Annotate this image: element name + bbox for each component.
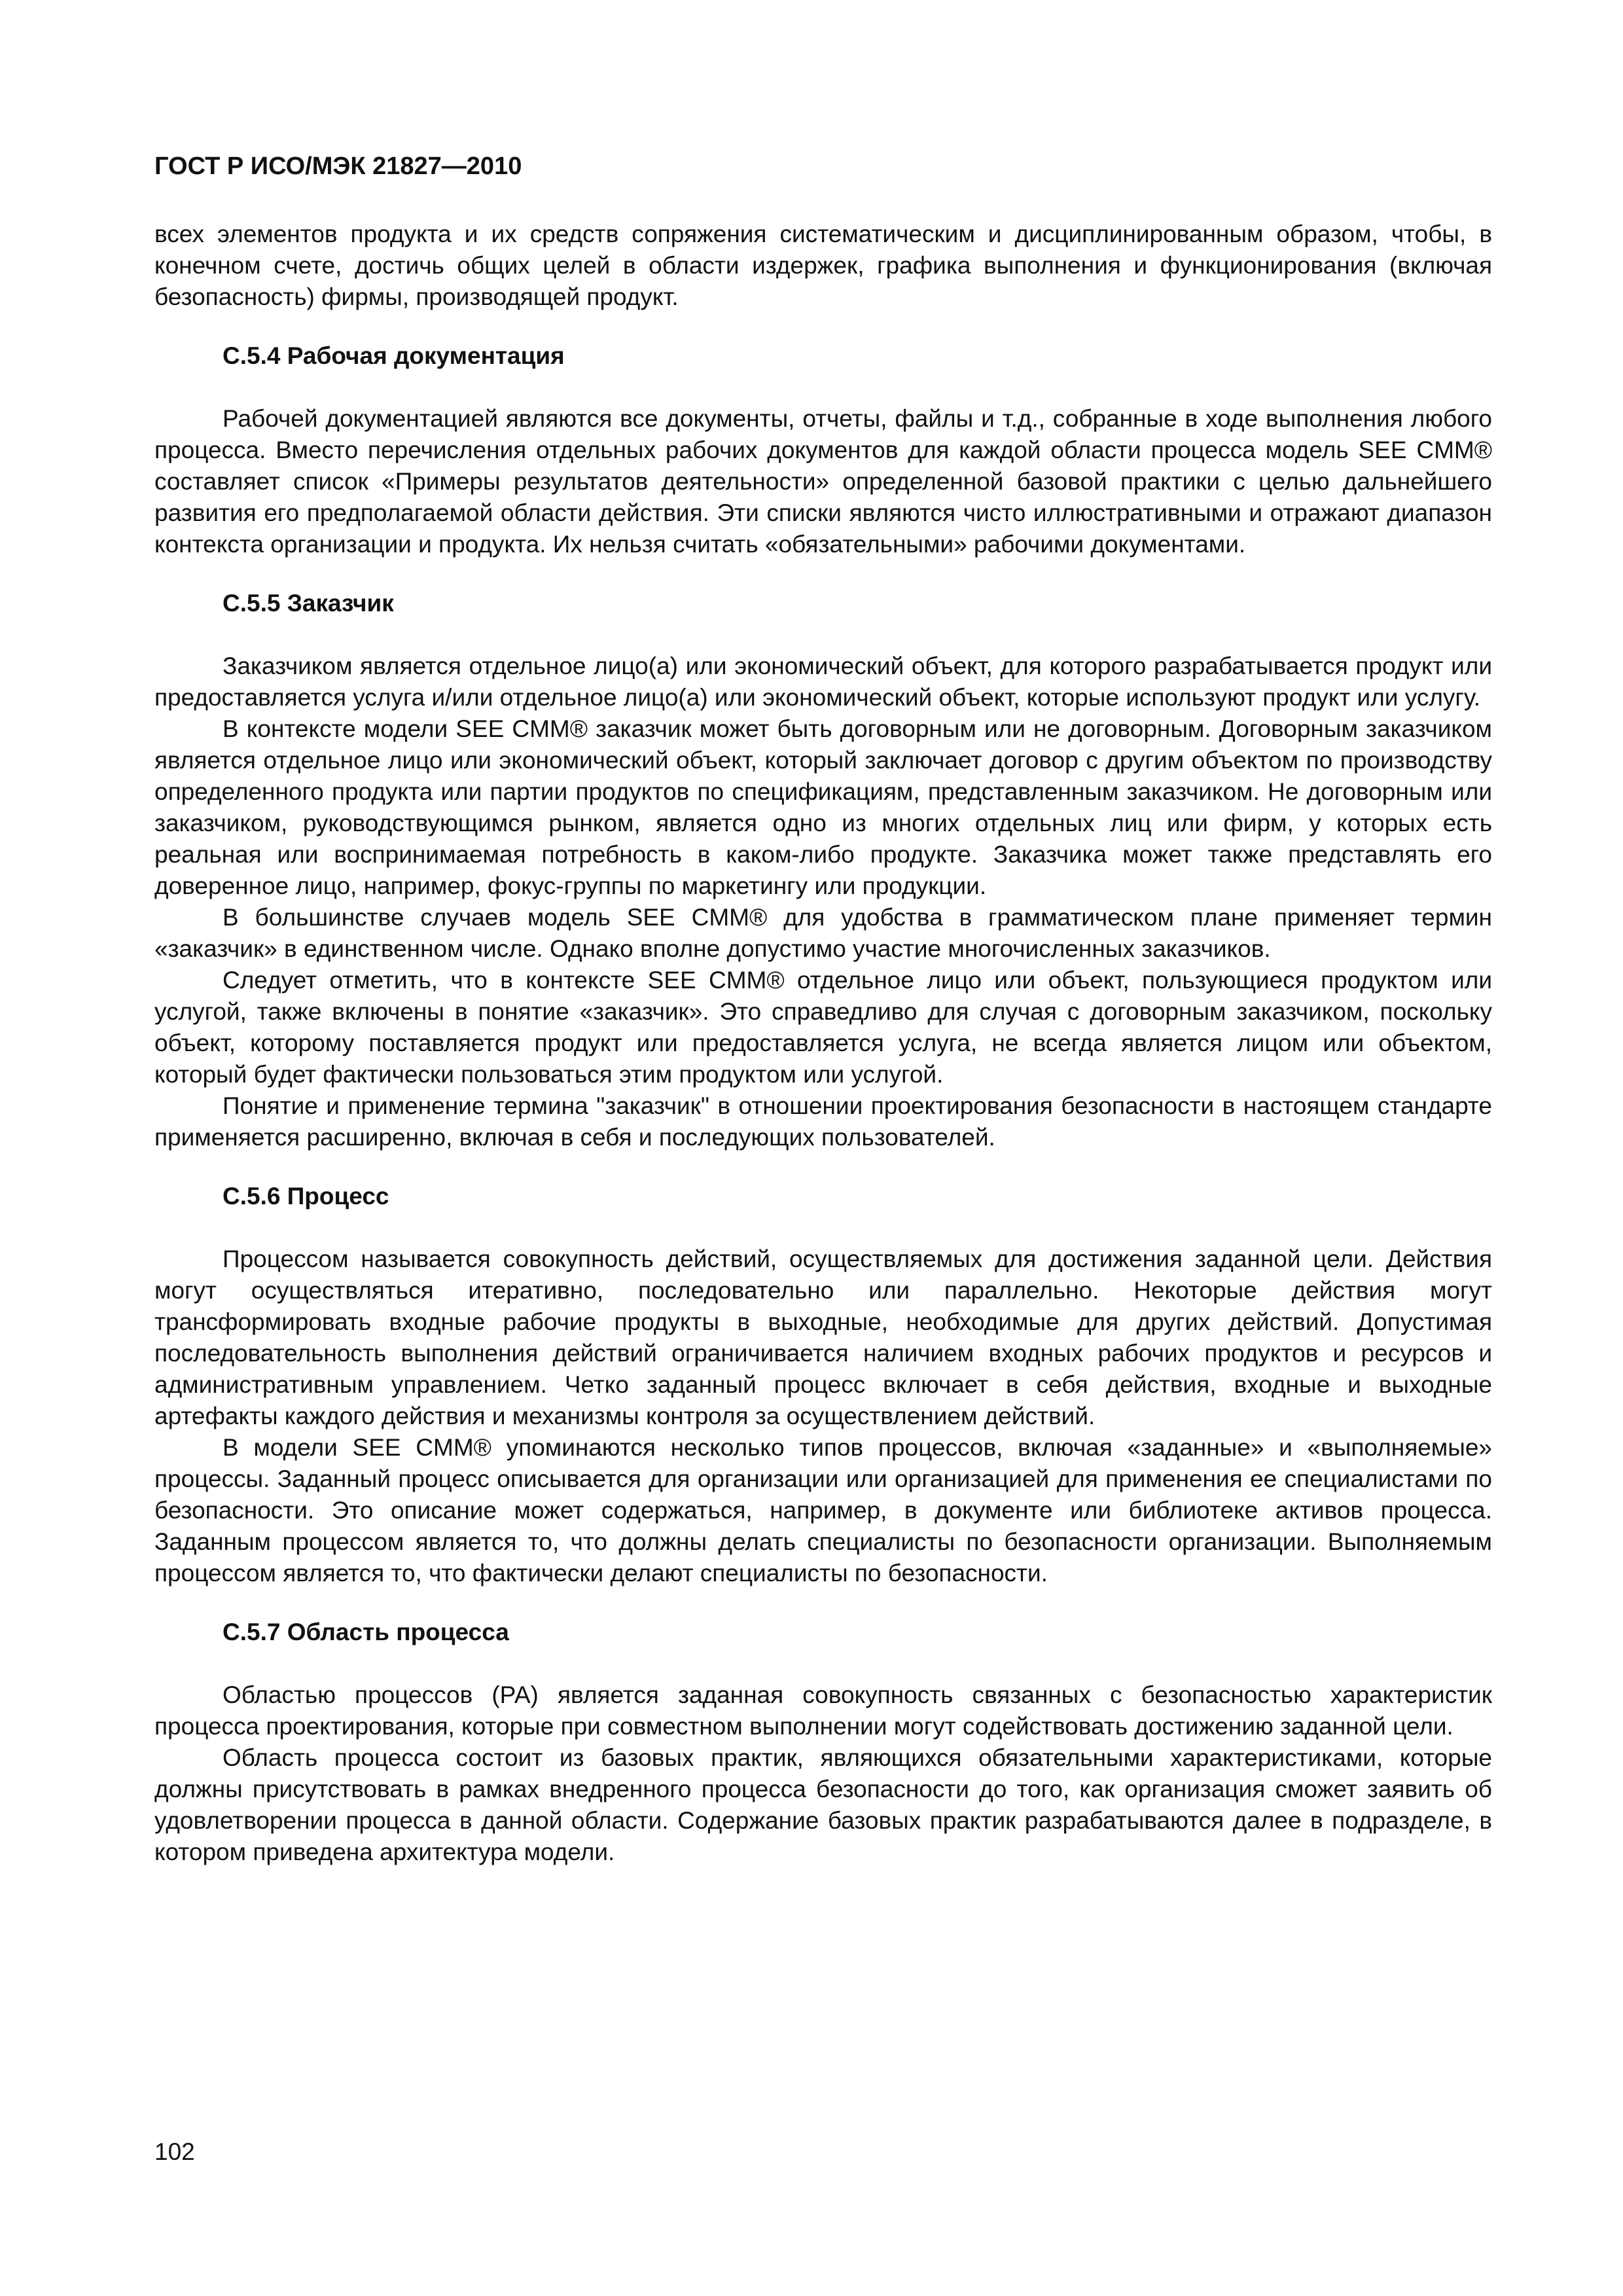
document-page: [154, 151, 1492, 1868]
intro-paragraph: всех элементов продукта и их средств сопряжения систематическим и дисциплинированным образом, чтобы, в конечном счете, достичь общих целей в области издержек, графика выполнения и функционирования (включая безопасность) фирмы, производящей продукт.: [154, 221, 1492, 310]
page-number: 102: [154, 2138, 195, 2165]
paragraph: В модели SEE CMM® упоминаются несколько типов процессов, включая «заданные» и «выполняемые» процессы. Заданный процесс описывается для организации или организацией для применения ее специалистами по безопасности. Это описание может содержаться, например, в документе или библиотеке активов процесса. Заданным процессом является то, что должны делать специалисты по безопасности организации. Выполняемым процессом является то, что фактически делают специалисты по безопасности.: [154, 1434, 1492, 1587]
paragraph: В большинстве случаев модель SEE CMM® для удобства в грамматическом плане применяет термин «заказчик» в единственном числе. Однако вполне допустимо участие многочисленных заказчиков.: [154, 904, 1492, 962]
paragraph: Рабочей документацией являются все документы, отчеты, файлы и т.д., собранные в ходе выполнения любого процесса. Вместо перечисления отдельных рабочих документов для каждой области процесса модель SEE CMM® составляет список «Примеры результатов деятельности» определенной базовой практики с целью дальнейшего развития его предполагаемой области действия. Эти списки являются чисто иллюстративными и отражают диапазон контекста организации и продукта. Их нельзя считать «обязательными» рабочими документами.: [154, 405, 1492, 558]
paragraph: Областью процессов (РА) является заданная совокупность связанных с безопасностью характеристик процесса проектирования, которые при совместном выполнении могут содействовать достижению заданной цели.: [154, 1681, 1492, 1740]
section-c54: [154, 340, 1492, 560]
section-c56: [154, 1181, 1492, 1589]
paragraph: Следует отметить, что в контексте SEE CMM® отдельное лицо или объект, пользующиеся продуктом или услугой, также включены в понятие «заказчик». Это справедливо для случая с договорным заказчиком, поскольку объект, которому поставляется продукт или предоставляется услуга, не всегда является лицом или объектом, который будет фактически пользоваться этим продуктом или услугой.: [154, 967, 1492, 1088]
paragraph: Процессом называется совокупность действий, осуществляемых для достижения заданной цели. Действия могут осуществляться итеративно, последовательно или параллельно. Некоторые действия могут трансформировать входные рабочие продукты в выходные, необходимые для других действий. Допустимая последовательность выполнения действий ограничивается наличием входных рабочих продуктов и ресурсов и административным управлением. Четко заданный процесс включает в себя действия, входные и выходные артефакты каждого действия и механизмы контроля за осуществлением действий.: [154, 1246, 1492, 1429]
paragraph: Область процесса состоит из базовых практик, являющихся обязательными характеристиками, которые должны присутствовать в рамках внедренного процесса безопасности до того, как организация сможет заявить об удовлетворении процесса в данной области. Содержание базовых практик разрабатываются далее в подразделе, в котором приведена архитектура модели.: [154, 1744, 1492, 1865]
paragraph: В контексте модели SEE CMM® заказчик может быть договорным или не договорным. Договорным заказчиком является отдельное лицо или экономический объект, который заключает договор с другим объектом по производству определенного продукта или партии продуктов по спецификациям, представленным заказчиком. Не договорным или заказчиком, руководствующимся рынком, является одно из многих отдельных лиц или фирм, у которых есть реальная или воспринимаемая потребность в каком-либо продукте. Заказчика может также представлять его доверенное лицо, например, фокус-группы по маркетингу или продукции.: [154, 715, 1492, 899]
section-title: С.5.4 Рабочая документация: [223, 342, 565, 369]
section-c57: [154, 1617, 1492, 1868]
paragraph: Понятие и применение термина "заказчик" в отношении проектирования безопасности в настоящем стандарте применяется расширенно, включая в себя и последующих пользователей.: [154, 1092, 1492, 1151]
section-title: С.5.7 Область процесса: [223, 1619, 509, 1645]
section-c55: [154, 588, 1492, 1153]
section-title: С.5.6 Процесс: [223, 1183, 389, 1210]
paragraph: Заказчиком является отдельное лицо(а) или экономический объект, для которого разрабатывается продукт или предоставляется услуга и/или отдельное лицо(а) или экономический объект, которые используют продукт или услугу.: [154, 653, 1492, 711]
document-header: ГОСТ Р ИСО/МЭК 21827—2010: [154, 152, 522, 180]
section-title: С.5.5 Заказчик: [223, 590, 394, 617]
